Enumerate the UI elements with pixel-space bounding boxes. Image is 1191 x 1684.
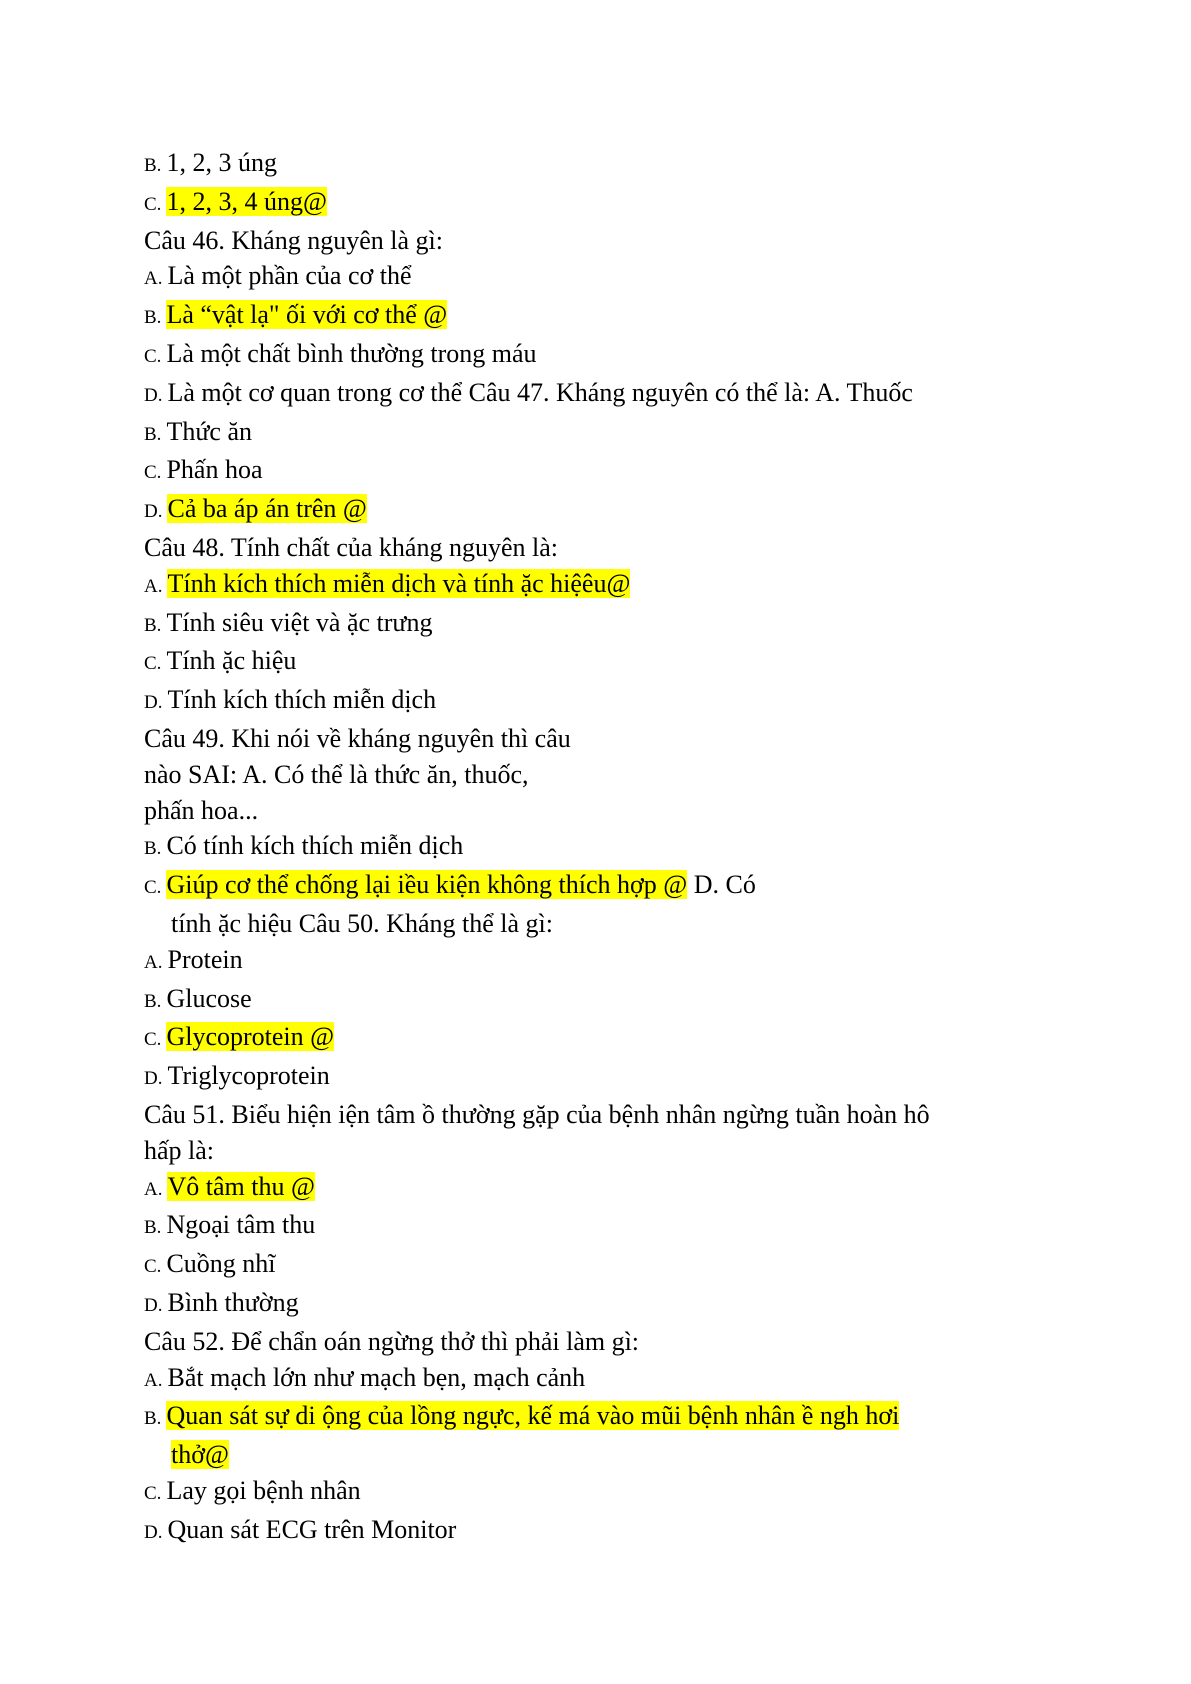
option-text: Là “vật lạ" ối với cơ thể @ (166, 300, 448, 330)
option-text: Tính siêu việt và ặc trưng (166, 607, 433, 637)
option-letter: D. (144, 1068, 163, 1090)
option-trailing-text: D. Có (687, 870, 756, 900)
option-text: Ngoại tâm thu (166, 1210, 316, 1240)
option-letter: D. (144, 501, 163, 523)
answer-option-correct (144, 867, 1024, 906)
answer-option-correct (144, 1169, 1024, 1208)
continuation-line (144, 906, 1024, 942)
option-letter: C. (144, 1029, 162, 1051)
option-letter: B. (144, 1217, 162, 1239)
answer-option (144, 1360, 1024, 1399)
option-letter: A. (144, 268, 163, 290)
option-text: Giúp cơ thể chống lại iều kiện không thích hợp @ (166, 870, 688, 900)
answer-option (144, 643, 1024, 682)
answer-option (144, 258, 1024, 297)
question-text: Câu 52. Để chẩn oán ngừng thở thì phải làm gì: (144, 1326, 640, 1356)
option-letter: D. (144, 1294, 163, 1316)
option-text: Lay gọi bệnh nhân (166, 1475, 361, 1505)
option-letter: B. (144, 423, 162, 445)
option-letter: B. (144, 155, 162, 176)
option-text: Là một phần của cơ thể (167, 261, 412, 291)
answer-option-correct (144, 1019, 1024, 1058)
option-text: Quan sát sự di ộng của lồng ngực, kế má vào mũi bệnh nhân ề ngh hơi (166, 1401, 900, 1431)
option-text: Vô tâm thu @ (167, 1171, 315, 1201)
option-letter: C. (144, 345, 162, 367)
option-text: Glucose (166, 983, 252, 1013)
option-letter: A. (144, 1178, 163, 1200)
option-letter: C. (144, 462, 162, 484)
answer-option (144, 1207, 1024, 1246)
option-text: Cả ba áp án trên @ (167, 494, 367, 524)
option-text: Tính kích thích miễn dịch và tính ặc hiệêu@ (167, 568, 631, 598)
answer-option-correct (144, 566, 1024, 605)
option-text: Thức ăn (166, 416, 252, 446)
option-letter: C. (144, 1256, 162, 1278)
option-letter: C. (144, 193, 162, 215)
question-text: Câu 51. Biểu hiện iện tâm ồ thường gặp của bệnh nhân ngừng tuần hoàn hô (144, 1099, 930, 1129)
option-text: 1, 2, 3, 4 úng@ (166, 186, 327, 216)
answer-option (144, 605, 1024, 644)
answer-option (144, 1246, 1024, 1285)
option-letter: C. (144, 1482, 162, 1504)
question-line (144, 721, 1024, 757)
answer-option (144, 1473, 1024, 1512)
question-line (144, 1324, 1024, 1360)
answer-option (144, 414, 1024, 453)
option-letter: D. (144, 384, 163, 406)
answer-option (144, 1058, 1024, 1097)
option-letter: C. (144, 653, 162, 675)
option-text: Bắt mạch lớn như mạch bẹn, mạch cảnh (167, 1362, 586, 1392)
answer-option (144, 375, 1024, 414)
option-text: Protein (167, 944, 243, 974)
option-letter: B. (144, 838, 162, 860)
answer-option (144, 1285, 1024, 1324)
question-line (144, 223, 1024, 259)
option-letter: C. (144, 877, 162, 899)
question-text: Câu 48. Tính chất của kháng nguyên là: (144, 532, 558, 562)
option-text: Glycoprotein @ (166, 1022, 335, 1052)
option-letter: B. (144, 614, 162, 636)
answer-option-correct (144, 297, 1024, 336)
question-line (144, 793, 1024, 829)
question-text: Câu 46. Kháng nguyên là gì: (144, 225, 443, 255)
continuation-text: thở@ (171, 1440, 229, 1470)
answer-option (144, 942, 1024, 981)
answer-option-correct (144, 1398, 1024, 1437)
option-letter: D. (144, 1521, 163, 1543)
option-text: Bình thường (167, 1287, 299, 1317)
answer-option (144, 452, 1024, 491)
option-letter: D. (144, 692, 163, 714)
question-line (144, 1133, 1024, 1169)
question-text: Câu 49. Khi nói về kháng nguyên thì câu (144, 723, 571, 753)
question-line (144, 757, 1024, 793)
question-text: phấn hoa... (144, 795, 259, 825)
answer-option (144, 1512, 1024, 1551)
option-text: Tính kích thích miễn dịch (167, 685, 437, 715)
option-text: Phấn hoa (166, 455, 263, 485)
option-text: Có tính kích thích miễn dịch (166, 831, 464, 861)
option-letter: B. (144, 1408, 162, 1430)
option-text: 1, 2, 3 úng (166, 148, 277, 177)
answer-option (144, 828, 1024, 867)
question-text: nào SAI: A. Có thể là thức ăn, thuốc, (144, 759, 529, 789)
option-text: Là một chất bình thường trong máu (166, 338, 537, 368)
continuation-line (144, 1437, 1024, 1473)
answer-option-correct (144, 184, 1024, 223)
answer-option (144, 145, 1024, 184)
question-line (144, 1097, 1024, 1133)
option-text: Tính ặc hiệu (166, 646, 297, 676)
option-letter: A. (144, 575, 163, 597)
answer-option (144, 682, 1024, 721)
answer-option (144, 336, 1024, 375)
option-text: Triglycoprotein (167, 1061, 330, 1091)
question-text: hấp là: (144, 1135, 215, 1165)
option-text: Cuồng nhĩ (166, 1249, 276, 1279)
answer-option-correct (144, 491, 1024, 530)
option-letter: B. (144, 990, 162, 1012)
option-letter: A. (144, 1369, 163, 1391)
question-line (144, 530, 1024, 566)
option-text: Là một cơ quan trong cơ thể Câu 47. Kháng nguyên có thể là: A. Thuốc (167, 377, 913, 407)
continuation-text: tính ặc hiệu Câu 50. Kháng thể là gì: (171, 908, 553, 938)
option-letter: A. (144, 951, 163, 973)
option-text: Quan sát ECG trên Monitor (167, 1514, 457, 1544)
answer-option (144, 981, 1024, 1020)
quiz-content (144, 145, 1024, 1550)
option-letter: B. (144, 307, 162, 329)
